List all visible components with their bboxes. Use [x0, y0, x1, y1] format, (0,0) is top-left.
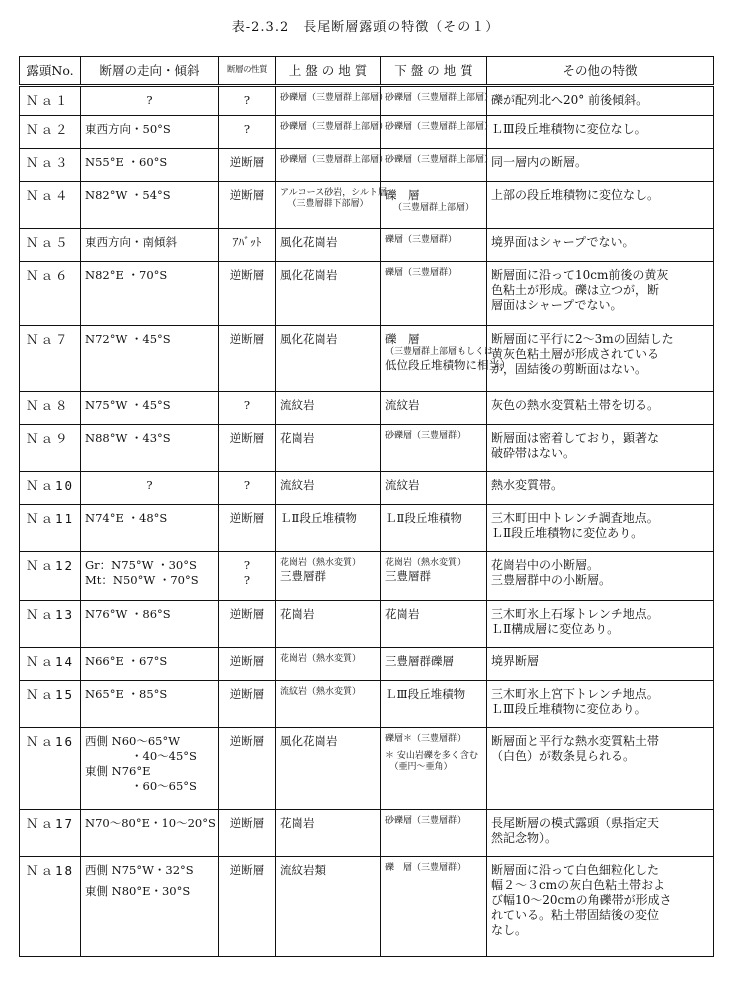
- cell-line: ?: [146, 93, 153, 107]
- cell-line: Mt：N50°W ・70°S: [85, 573, 199, 587]
- fault-sense-cell: [219, 810, 276, 857]
- cell-line: 断層面に沿って10cm前後の黄灰: [491, 268, 669, 282]
- fault-sense-cell: [219, 728, 276, 810]
- cell-line: ＊ 安山岩礫を多く含む: [385, 751, 478, 761]
- table-row: [20, 601, 714, 648]
- other-features-cell: [487, 86, 714, 116]
- cell-line: 流紋岩: [280, 478, 315, 492]
- outcrop-no-cell: Ｎａ15: [20, 681, 81, 728]
- lower-geology-cell: [381, 728, 487, 810]
- strike-dip-cell: [81, 648, 219, 681]
- other-features-cell: [487, 392, 714, 425]
- strike-dip-cell: [81, 505, 219, 552]
- fault-sense-cell: [219, 182, 276, 229]
- table-row: [20, 392, 714, 425]
- cell-line: ?: [243, 122, 251, 136]
- strike-dip-cell: [81, 182, 219, 229]
- outcrop-no-cell: Ｎａ７: [20, 326, 81, 392]
- fault-sense-cell: [219, 472, 276, 505]
- table-row: [20, 857, 714, 957]
- cell-line: 逆断層: [229, 431, 265, 445]
- cell-line: 礫が配列北へ20° 前後傾斜。: [491, 93, 649, 107]
- cell-line: 砂礫層（三豊層群上部層）: [385, 155, 494, 165]
- cell-line: 断層面は密着しており，顕著な: [491, 431, 660, 445]
- upper-geology-cell: [276, 425, 381, 472]
- cell-line: 断層面と平行な熱水変質粘土帯: [491, 734, 660, 748]
- strike-dip-cell: [81, 472, 219, 505]
- strike-dip-cell: [81, 262, 219, 326]
- strike-dip-cell: [81, 728, 219, 810]
- outcrop-no-cell: Ｎａ６: [20, 262, 81, 326]
- cell-line: 三木町氷上石塚トレンチ地点。: [491, 607, 659, 621]
- cell-line: 逆断層: [229, 816, 265, 830]
- cell-line: 東西方向・50°S: [85, 122, 171, 136]
- cell-line: N75°W ・45°S: [85, 398, 171, 412]
- upper-geology-cell: [276, 601, 381, 648]
- cell-line: Gr：N75°W ・30°S: [85, 558, 197, 572]
- lower-geology-cell: [381, 425, 487, 472]
- cell-line: が，固結後の剪断面はない。: [491, 362, 648, 376]
- cell-line: 礫層＊（三豊層群）: [385, 734, 467, 744]
- cell-line: 流紋岩（熱水変質）: [280, 687, 362, 697]
- cell-line: 流紋岩: [280, 398, 315, 412]
- other-features-cell: [487, 326, 714, 392]
- table-row: [20, 728, 714, 810]
- other-features-cell: [487, 552, 714, 601]
- lower-geology-cell: [381, 505, 487, 552]
- cell-line: 三豊層群: [280, 569, 326, 583]
- other-features-cell: [487, 149, 714, 182]
- cell-line: ?: [243, 478, 251, 492]
- cell-line: 流紋岩類: [280, 863, 326, 877]
- lower-geology-cell: [381, 681, 487, 728]
- cell-line: 逆断層: [229, 734, 265, 748]
- cell-line: 流紋岩: [385, 398, 420, 412]
- lower-geology-cell: [381, 648, 487, 681]
- cell-line: 長尾断層の模式露頭（県指定天: [491, 816, 660, 830]
- cell-line: 熱水変質帯。: [491, 478, 564, 492]
- table-row: [20, 86, 714, 116]
- upper-geology-cell: [276, 116, 389, 149]
- cell-line: ?: [243, 558, 251, 572]
- cell-line: （三豊層群上部層もしくは: [385, 347, 494, 357]
- cell-line: 上部の段丘堆積物に変位なし。: [491, 188, 660, 202]
- strike-dip-cell: [81, 810, 219, 857]
- header-fault-sense: 断層の性質: [219, 57, 276, 86]
- other-features-cell: [487, 728, 714, 810]
- cell-line: （白色）が数条見られる。: [491, 749, 636, 763]
- cell-line: N72°W ・45°S: [85, 332, 171, 346]
- outcrop-no-cell: Ｎａ18: [20, 857, 81, 957]
- fault-sense-cell: [219, 392, 276, 425]
- header-other-features: その他の特徴: [487, 57, 714, 86]
- cell-line: N82°W ・54°S: [85, 188, 171, 202]
- cell-line: 境界断層: [491, 654, 540, 668]
- cell-line: 三豊層群中の小断層。: [491, 573, 612, 587]
- other-features-cell: [487, 425, 714, 472]
- table-row: [20, 116, 714, 149]
- cell-line: 風化花崗岩: [280, 332, 338, 346]
- cell-line: 逆断層: [229, 654, 265, 668]
- lower-geology-cell: [381, 552, 487, 601]
- fault-sense-cell: [219, 326, 276, 392]
- cell-line: 逆断層: [229, 268, 265, 282]
- cell-line: 幅２～３cmの灰白色粘土帯およ: [491, 878, 666, 892]
- cell-line: N66°E ・67°S: [85, 654, 168, 668]
- cell-line: ＬⅡ段丘堆積物に変位あり。: [491, 526, 644, 540]
- cell-line: ?: [243, 573, 251, 587]
- fault-sense-cell: [219, 601, 276, 648]
- cell-line: ・40～45°S: [85, 749, 197, 763]
- cell-line: ＬⅢ段丘堆積物: [385, 687, 466, 701]
- strike-dip-cell: [81, 116, 219, 149]
- other-features-cell: [487, 648, 714, 681]
- table-row: [20, 326, 714, 392]
- cell-line: 礫 層: [385, 188, 420, 202]
- upper-geology-cell: [276, 392, 381, 425]
- cell-line: N88°W ・43°S: [85, 431, 171, 445]
- cell-line: 東西方向・南傾斜: [85, 235, 177, 249]
- table-row: [20, 229, 714, 262]
- upper-geology-cell: [276, 505, 381, 552]
- outcrop-no-cell: Ｎａ10: [20, 472, 81, 505]
- fault-sense-cell: [219, 857, 276, 957]
- cell-line: 三豊層群礫層: [385, 654, 454, 668]
- outcrop-no-cell: Ｎａ９: [20, 425, 81, 472]
- table-row: [20, 472, 714, 505]
- upper-geology-cell: [276, 262, 381, 326]
- outcrop-no-cell: Ｎａ４: [20, 182, 81, 229]
- cell-line: 低位段丘堆積物に相当）: [385, 358, 512, 372]
- cell-line: 西側 N75°W・32°S: [85, 863, 194, 877]
- lower-geology-cell: [381, 857, 487, 957]
- header-strike-dip: 断層の走向・傾斜: [81, 57, 219, 86]
- upper-geology-cell: [276, 728, 381, 810]
- cell-line: 花崗岩: [280, 816, 315, 830]
- table-row: [20, 149, 714, 182]
- strike-dip-cell: [81, 857, 219, 957]
- other-features-cell: [487, 262, 714, 326]
- outcrop-no-cell: Ｎａ17: [20, 810, 81, 857]
- lower-geology-cell: [381, 229, 487, 262]
- fault-outcrop-table: [19, 56, 714, 957]
- table-row: [20, 810, 714, 857]
- other-features-cell: [487, 857, 714, 957]
- cell-line: 花崗岩（熱水変質）: [280, 654, 362, 664]
- cell-line: ＬⅡ段丘堆積物: [385, 511, 462, 525]
- fault-sense-cell: [219, 149, 276, 182]
- cell-line: 逆断層: [229, 687, 265, 701]
- upper-geology-cell: [276, 681, 381, 728]
- cell-line: ＬⅢ段丘堆積物に変位なし。: [491, 122, 647, 136]
- cell-line: ・60～65°S: [85, 779, 197, 793]
- outcrop-no-cell: Ｎａ12: [20, 552, 81, 601]
- fault-sense-cell: [219, 229, 276, 262]
- lower-geology-cell: [381, 326, 512, 392]
- strike-dip-cell: [81, 229, 219, 262]
- cell-line: 砂礫層（三豊層群上部層）: [280, 122, 389, 132]
- other-features-cell: [487, 182, 714, 229]
- table-row: [20, 681, 714, 728]
- cell-line: 逆断層: [229, 511, 265, 525]
- cell-line: 花崗岩（熱水変質）: [385, 558, 467, 568]
- table-row: [20, 648, 714, 681]
- cell-line: 然記念物）。: [491, 831, 558, 845]
- cell-line: 砂礫層（三豊層群）: [385, 816, 467, 826]
- cell-line: アルコース砂岩，シルト層: [280, 188, 387, 198]
- lower-geology-cell: [381, 86, 494, 116]
- lower-geology-cell: [381, 116, 494, 149]
- cell-line: N65°E ・85°S: [85, 687, 168, 701]
- cell-line: 風化花崗岩: [280, 268, 338, 282]
- lower-geology-cell: [381, 262, 487, 326]
- fault-sense-cell: [219, 116, 276, 149]
- cell-line: 礫 層（三豊層群）: [385, 863, 467, 873]
- other-features-cell: [487, 810, 714, 857]
- upper-geology-cell: [276, 552, 381, 601]
- outcrop-no-cell: Ｎａ１: [20, 86, 81, 116]
- other-features-cell: [487, 505, 714, 552]
- lower-geology-cell: [381, 149, 494, 182]
- outcrop-no-cell: Ｎａ14: [20, 648, 81, 681]
- cell-line: 色粘土が形成。礫は立つが，断: [491, 283, 660, 297]
- lower-geology-cell: [381, 601, 487, 648]
- table-row: [20, 552, 714, 601]
- cell-line: 花崗岩: [280, 431, 315, 445]
- cell-line: 逆断層: [229, 188, 265, 202]
- other-features-cell: [487, 472, 714, 505]
- cell-line: 灰色の熱水変質粘土帯を切る。: [491, 398, 660, 412]
- upper-geology-cell: [276, 472, 381, 505]
- cell-line: N76°W ・86°S: [85, 607, 171, 621]
- table-body: [20, 86, 714, 957]
- fault-sense-cell: [219, 425, 276, 472]
- strike-dip-cell: [81, 425, 219, 472]
- outcrop-no-cell: Ｎａ11: [20, 505, 81, 552]
- cell-line: 礫層（三豊層群）: [385, 268, 458, 278]
- strike-dip-cell: [81, 326, 219, 392]
- cell-line: N55°E ・60°S: [85, 155, 168, 169]
- cell-line: 破砕帯はない。: [491, 446, 576, 460]
- cell-line: 花崗岩: [385, 607, 420, 621]
- cell-line: 砂礫層（三豊層群）: [385, 431, 467, 441]
- cell-line: 礫層（三豊層群）: [385, 235, 458, 245]
- cell-line: ＬⅡ段丘堆積物: [280, 511, 357, 525]
- cell-line: N70～80°E・10～20°S: [85, 816, 216, 830]
- cell-line: 砂礫層（三豊層群上部層）: [385, 93, 494, 103]
- strike-dip-cell: [81, 392, 219, 425]
- fault-sense-cell: [219, 86, 276, 116]
- cell-line: 三豊層群: [385, 569, 431, 583]
- cell-line: 黄灰色粘土層が形成されている: [491, 347, 660, 361]
- cell-line: （三豊層群上部層）: [392, 203, 474, 213]
- outcrop-no-cell: Ｎａ13: [20, 601, 81, 648]
- strike-dip-cell: [81, 601, 219, 648]
- cell-line: 花崗岩（熱水変質）: [280, 558, 362, 568]
- cell-line: （三豊層群下部層）: [287, 199, 369, 209]
- cell-line: 西側 N60～65°W: [85, 734, 181, 748]
- lower-geology-cell: [381, 182, 487, 229]
- outcrop-no-cell: Ｎａ２: [20, 116, 81, 149]
- upper-geology-cell: [276, 857, 381, 957]
- cell-line: ?: [243, 93, 251, 107]
- cell-line: 風化花崗岩: [280, 235, 338, 249]
- cell-line: 逆断層: [229, 332, 265, 346]
- cell-line: 東側 N80°E・30°S: [85, 884, 191, 898]
- lower-geology-cell: [381, 472, 487, 505]
- header-outcrop-no: 露頭No.: [20, 57, 81, 86]
- strike-dip-cell: [81, 149, 219, 182]
- outcrop-no-cell: Ｎａ８: [20, 392, 81, 425]
- cell-line: 逆断層: [229, 863, 265, 877]
- strike-dip-cell: [81, 681, 219, 728]
- cell-line: 境界面はシャープでない。: [491, 235, 635, 249]
- fault-sense-cell: [219, 505, 276, 552]
- cell-line: 逆断層: [229, 155, 265, 169]
- table-title: 表-2.3.2 長尾断層露頭の特徴（その１）: [231, 20, 500, 35]
- cell-line: 砂礫層（三豊層群上部層）: [280, 155, 389, 165]
- cell-line: 断層面に沿って白色細粒化した: [491, 863, 660, 877]
- outcrop-no-cell: Ｎａ３: [20, 149, 81, 182]
- cell-line: N74°E ・48°S: [85, 511, 168, 525]
- upper-geology-cell: [276, 229, 381, 262]
- other-features-cell: [487, 681, 714, 728]
- other-features-cell: [487, 116, 714, 149]
- upper-geology-cell: [276, 326, 381, 392]
- fault-sense-cell: [219, 648, 276, 681]
- fault-sense-cell: [219, 552, 276, 601]
- other-features-cell: [487, 601, 714, 648]
- cell-line: 同一層内の断層。: [491, 155, 588, 169]
- lower-geology-cell: [381, 392, 487, 425]
- cell-line: 三木町氷上宮下トレンチ地点。: [491, 687, 659, 701]
- cell-line: 層面はシャープでない。: [491, 298, 623, 312]
- header-lower-geology: 下 盤 の 地 質: [381, 57, 487, 86]
- upper-geology-cell: [276, 648, 381, 681]
- upper-geology-cell: [276, 182, 387, 229]
- cell-line: 逆断層: [229, 607, 265, 621]
- upper-geology-cell: [276, 810, 381, 857]
- cell-line: N82°E ・70°S: [85, 268, 168, 282]
- upper-geology-cell: [276, 86, 389, 116]
- cell-line: 流紋岩: [385, 478, 420, 492]
- header-upper-geology: 上 盤 の 地 質: [276, 57, 381, 86]
- cell-line: 東側 N76°E: [85, 764, 151, 778]
- cell-line: 砂礫層（三豊層群上部層）: [280, 93, 389, 103]
- cell-line: ＬⅡ構成層に変位あり。: [491, 622, 620, 636]
- table-row: [20, 182, 714, 229]
- cell-line: び幅10～20cmの角礫帯が形成さ: [491, 893, 672, 907]
- outcrop-no-cell: Ｎａ５: [20, 229, 81, 262]
- cell-line: ?: [243, 398, 251, 412]
- cell-line: 断層面に平行に2～3mの固結した: [491, 332, 674, 346]
- table-row: [20, 505, 714, 552]
- outcrop-no-cell: Ｎａ16: [20, 728, 81, 810]
- cell-line: 風化花崗岩: [280, 734, 338, 748]
- cell-line: ｱﾊﾞｯﾄ: [232, 235, 262, 249]
- cell-line: 礫 層: [385, 332, 420, 346]
- fault-sense-cell: [219, 262, 276, 326]
- table-row: [20, 425, 714, 472]
- cell-line: れている。粘土帯固結後の変位: [491, 908, 660, 922]
- table-row: [20, 262, 714, 326]
- cell-line: 花崗岩: [280, 607, 315, 621]
- cell-line: ?: [146, 478, 153, 492]
- fault-sense-cell: [219, 681, 276, 728]
- cell-line: 砂礫層（三豊層群上部層）: [385, 122, 494, 132]
- strike-dip-cell: [81, 552, 219, 601]
- strike-dip-cell: [81, 86, 219, 116]
- header-row: [20, 57, 714, 86]
- other-features-cell: [487, 229, 714, 262]
- cell-line: なし。: [491, 923, 528, 937]
- upper-geology-cell: [276, 149, 389, 182]
- cell-line: ＬⅢ段丘堆積物に変位あり。: [491, 702, 647, 716]
- cell-line: 三木町田中トレンチ調査地点。: [491, 511, 659, 525]
- lower-geology-cell: [381, 810, 487, 857]
- cell-line: （亜円～亜角）: [385, 762, 453, 772]
- cell-line: 花崗岩中の小断層。: [491, 558, 600, 572]
